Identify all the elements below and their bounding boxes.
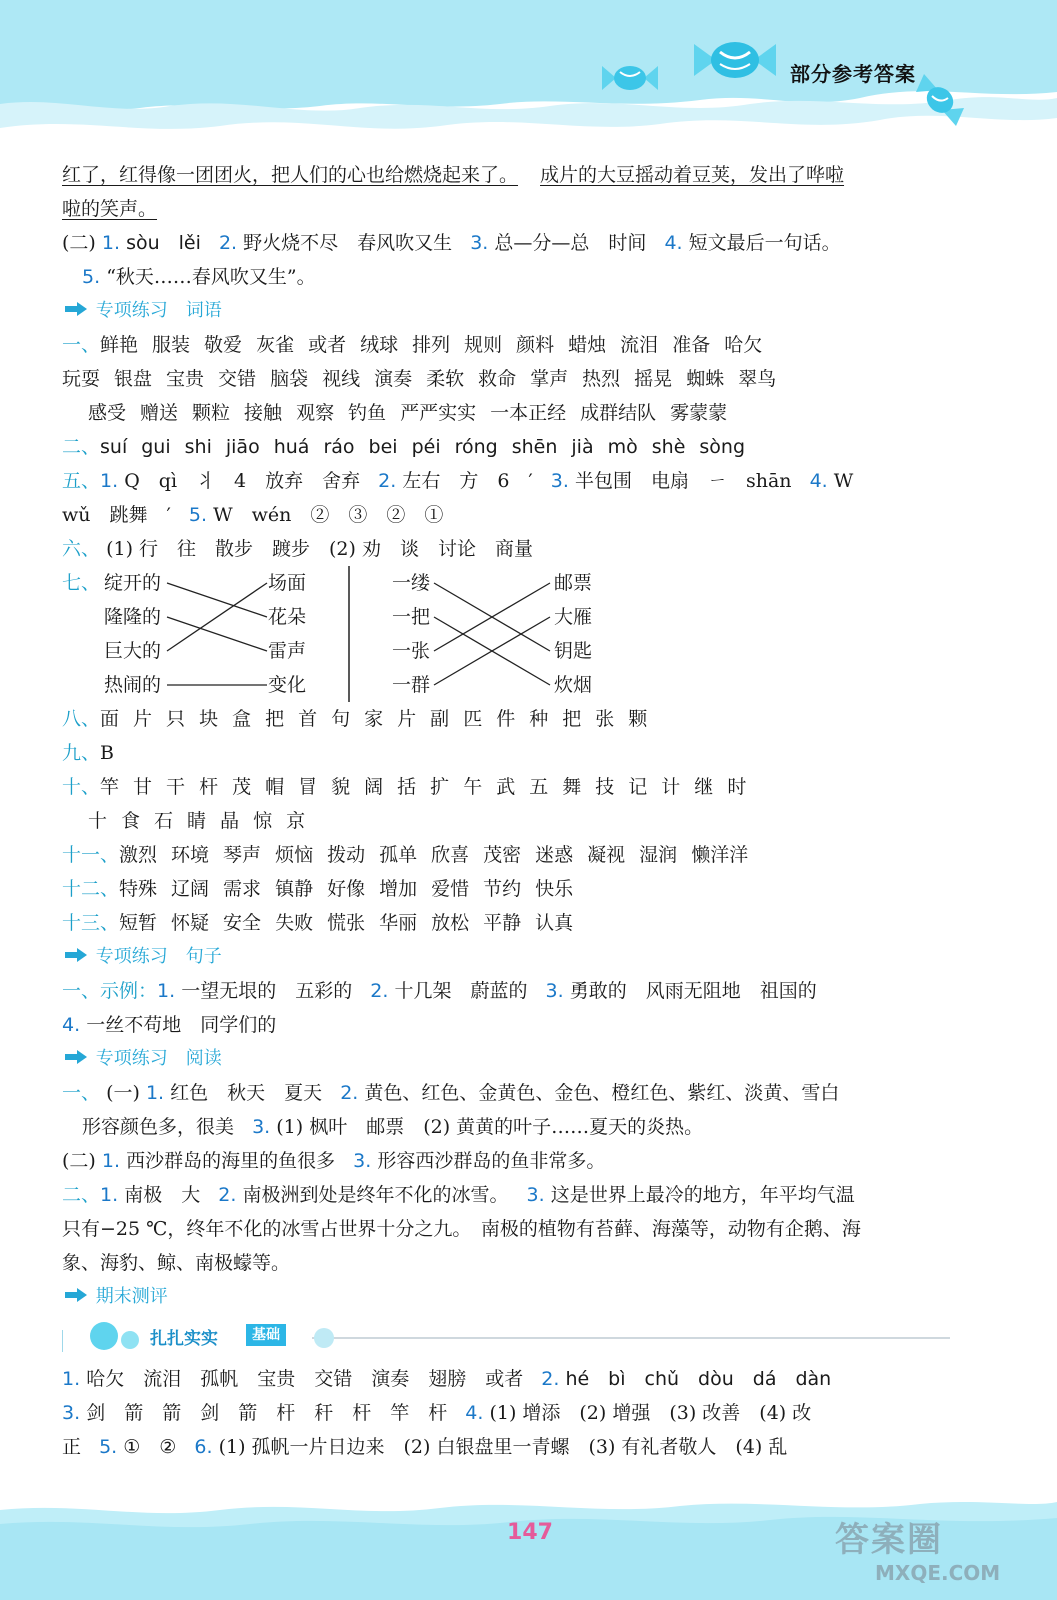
words-q7-matching (62, 566, 950, 702)
word: 翠鸟 (738, 368, 777, 390)
measure-word: 匹 (463, 708, 483, 730)
pinyin: gui (141, 436, 171, 458)
question-label: 八、 (62, 708, 101, 730)
words-q10-row1 (62, 770, 950, 804)
answer-text: 左右 方 6 ′ (402, 470, 533, 492)
pinyin: sòng (699, 436, 746, 458)
item-number: 3. (545, 980, 564, 1002)
reading-line-3 (62, 1144, 950, 1178)
word: 严严实实 (400, 402, 477, 424)
word: 接触 (244, 402, 283, 424)
word: 规则 (464, 334, 503, 356)
word: 烦恼 (275, 844, 314, 866)
words-q1-row1 (62, 328, 950, 362)
word: 湿润 (639, 844, 678, 866)
answer-text: W wén ② ③ ② ① (213, 504, 444, 526)
item-number: 3. (62, 1402, 81, 1424)
measure-word: 种 (529, 708, 549, 730)
word: 拨动 (327, 844, 366, 866)
word: 颜料 (516, 334, 555, 356)
word: 增加 (379, 878, 418, 900)
measure-word: 句 (331, 708, 351, 730)
word: 华丽 (379, 912, 418, 934)
watermark (835, 1520, 1045, 1592)
watermark-url: MXQE.COM (875, 1561, 1001, 1585)
part2-line-1 (62, 226, 950, 260)
answer-text: 一望无垠的 五彩的 (181, 980, 353, 1002)
character: 括 (397, 776, 417, 798)
banner-label: 扎扎实实 (150, 1329, 218, 1349)
page-header-title: 部分参考答案 (790, 62, 916, 86)
candy-icon (910, 70, 970, 130)
item-number: 2. (370, 980, 389, 1002)
measure-word: 只 (166, 708, 186, 730)
pinyin: péi (411, 436, 441, 458)
word: 灰雀 (256, 334, 295, 356)
reading-line-1 (62, 1076, 950, 1110)
match-measure-item: 一把 (392, 606, 431, 628)
word: 懒洋洋 (691, 844, 749, 866)
section-heading-sentences (62, 940, 950, 974)
word: 颗粒 (192, 402, 231, 424)
item-number: 1. (101, 232, 121, 254)
character: 茂 (232, 776, 252, 798)
words-q10-row2 (62, 804, 950, 838)
answer-text: 剑 箭 箭 剑 箭 杆 秆 杆 竿 杆 (86, 1402, 448, 1424)
match-noun-item: 炊烟 (554, 674, 593, 696)
word: 救命 (478, 368, 517, 390)
word: 蜡烛 (568, 334, 607, 356)
item-number: 1. (100, 470, 119, 492)
answer-text: 西沙群岛的海里的鱼很多 (126, 1150, 336, 1172)
word: 激烈 (119, 844, 158, 866)
answer-text: Q qì 丬 4 放弃 舍弃 (124, 470, 361, 492)
answer-text: 形容颜色多，很美 (82, 1116, 235, 1138)
words-q1-row2 (62, 362, 950, 396)
question-label: 十一、 (62, 844, 120, 866)
final-line-1 (62, 1362, 950, 1396)
words-q8 (62, 702, 950, 736)
character: 干 (166, 776, 186, 798)
word: 蜘蛛 (686, 368, 725, 390)
character: 甘 (133, 776, 153, 798)
pinyin: bei (368, 436, 398, 458)
section-heading-final (62, 1280, 950, 1314)
reading-line-5 (62, 1212, 950, 1246)
measure-word: 副 (430, 708, 450, 730)
word: 流泪 (620, 334, 659, 356)
answer-text: 半包围 电扇 ㄧ shān (574, 470, 792, 492)
word: 宝贵 (166, 368, 205, 390)
item-number: 1. (157, 980, 176, 1002)
measure-word: 盒 (232, 708, 252, 730)
question-label: 七、 (62, 572, 101, 594)
item-number: 2. (378, 470, 397, 492)
watermark-title: 答案圈 (835, 1520, 943, 1560)
pinyin: jià (571, 436, 594, 458)
measure-word: 片 (133, 708, 153, 730)
word: 爱惜 (431, 878, 470, 900)
item-number: 5. (188, 504, 208, 526)
character: 记 (628, 776, 648, 798)
words-q5-line1 (62, 464, 950, 498)
answer-content (62, 158, 950, 1464)
word: 需求 (223, 878, 262, 900)
answer-text: “秋天……春风吹又生”。 (106, 266, 316, 288)
word: 观察 (296, 402, 335, 424)
item-number: 1. (100, 1184, 119, 1206)
measure-word: 片 (397, 708, 417, 730)
word: 失败 (275, 912, 314, 934)
match-noun-item: 大雁 (554, 606, 593, 628)
pinyin: shi (184, 436, 212, 458)
item-number: 4. (62, 1014, 81, 1036)
character: 继 (694, 776, 714, 798)
word: 欣喜 (431, 844, 470, 866)
answer-text: 红色 秋天 夏天 (170, 1082, 323, 1104)
page-number: 147 (507, 1520, 553, 1545)
answer-text: ① ② (123, 1436, 177, 1458)
character: 计 (661, 776, 681, 798)
character: 冒 (298, 776, 318, 798)
answer-text: 黄色、红色、金黄色、金色、橙红色、紫红、淡黄、雪白 (364, 1082, 840, 1104)
word: 成群结队 (580, 402, 657, 424)
character: 五 (529, 776, 549, 798)
word: 茂密 (483, 844, 522, 866)
answer-text: 勇敢的 风雨无阻地 祖国的 (569, 980, 817, 1002)
final-banner (62, 1314, 950, 1362)
words-q11 (62, 838, 950, 872)
question-label: 五、 (62, 470, 101, 492)
character: 时 (727, 776, 747, 798)
word: 短暂 (119, 912, 158, 934)
sentences-line-1 (62, 974, 950, 1008)
measure-word: 块 (199, 708, 219, 730)
answer-text: 总—分—总 时间 (494, 232, 647, 254)
answer-text: 十几架 蔚蓝的 (394, 980, 528, 1002)
match-mid-item: 花朵 (268, 606, 307, 628)
match-measure-item: 一张 (392, 640, 431, 662)
pinyin: huá (273, 436, 310, 458)
item-number: 3. (252, 1116, 271, 1138)
question-label: 十、 (62, 776, 101, 798)
continued-text-c: 啦的笑声。 (62, 198, 158, 220)
item-number: 5. (82, 266, 101, 288)
question-label: 六、 (62, 538, 101, 560)
measure-word: 把 (562, 708, 582, 730)
section-title: 期末测评 (95, 1286, 168, 1307)
word: 慌张 (327, 912, 366, 934)
item-number: 4. (809, 470, 828, 492)
item-number: 4. (465, 1402, 484, 1424)
word: 快乐 (535, 878, 574, 900)
word: 放松 (431, 912, 470, 934)
word: 绒球 (360, 334, 399, 356)
word: 银盘 (114, 368, 153, 390)
arrow-right-icon (62, 948, 90, 962)
pinyin: shēn (511, 436, 558, 458)
banner-tag: 基础 (246, 1324, 286, 1346)
arrow-right-icon (62, 1050, 90, 1064)
measure-word: 面 (100, 708, 120, 730)
word: 掌声 (530, 368, 569, 390)
words-q13 (62, 906, 950, 940)
answer-text: W (833, 470, 854, 492)
word: 赠送 (140, 402, 179, 424)
question-label: 二、 (62, 1184, 101, 1206)
answer-text: 正 (62, 1436, 82, 1458)
word: 认真 (535, 912, 574, 934)
item-number: 1. (101, 1150, 121, 1172)
word: 热烈 (582, 368, 621, 390)
character: 惊 (253, 810, 273, 832)
final-line-2 (62, 1396, 950, 1430)
item-number: 6. (194, 1436, 213, 1458)
word: 脑袋 (270, 368, 309, 390)
character: 武 (496, 776, 516, 798)
character: 睛 (187, 810, 207, 832)
character: 午 (463, 776, 483, 798)
pinyin: róng (454, 436, 498, 458)
arrow-right-icon (62, 302, 90, 316)
match-noun-item: 钥匙 (554, 640, 593, 662)
section-heading-words (62, 294, 950, 328)
word: 琴声 (223, 844, 262, 866)
item-number: 4. (664, 232, 683, 254)
item-number: 1. (145, 1082, 165, 1104)
words-q9 (62, 736, 950, 770)
word: 敬爱 (204, 334, 243, 356)
item-number: 5. (99, 1436, 118, 1458)
answer-text: 这是世界上最冷的地方，年平均气温 (550, 1184, 855, 1206)
word: 平静 (483, 912, 522, 934)
character: 十 (88, 810, 108, 832)
answer-text: 一丝不苟地 同学们的 (86, 1014, 277, 1036)
part2-line-2 (62, 260, 950, 294)
pinyin: suí (100, 436, 128, 458)
item-number: 3. (470, 232, 489, 254)
word: 演奏 (374, 368, 413, 390)
pinyin: jiāo (225, 436, 260, 458)
answer-text: 哈欠 流泪 孤帆 宝贵 交错 演奏 翅膀 或者 (86, 1368, 524, 1390)
reading-line-4 (62, 1178, 950, 1212)
section-title: 专项练习 句子 (95, 946, 222, 967)
answer-text: 南极洲到处是终年不化的冰雪。 (242, 1184, 509, 1206)
character: 京 (286, 810, 306, 832)
pinyin: ráo (323, 436, 355, 458)
character: 竿 (100, 776, 120, 798)
answer-text: (1) 枫叶 邮票 (2) 黄黄的叶子……夏天的炎热。 (276, 1116, 704, 1138)
measure-word: 张 (595, 708, 615, 730)
part2-prefix: (二) (62, 232, 96, 254)
question-label: 十二、 (62, 878, 120, 900)
match-left-item: 热闹的 (104, 674, 162, 696)
pinyin: mò (607, 436, 638, 458)
word: 特殊 (119, 878, 158, 900)
final-line-3 (62, 1430, 950, 1464)
answer-text: hé bì chǔ dòu dá dàn (565, 1368, 832, 1390)
word: 玩耍 (62, 368, 101, 390)
item-number: 3. (550, 470, 569, 492)
continued-text-a: 红了，红得像一团团火，把人们的心也给燃烧起来了。 (62, 164, 519, 186)
word: 辽阔 (171, 878, 210, 900)
character: 技 (595, 776, 615, 798)
word: 哈欠 (724, 334, 763, 356)
match-left-item: 巨大的 (104, 640, 162, 662)
sub-label: (二) (62, 1150, 96, 1172)
words-q2-pinyin (62, 430, 950, 464)
word: 凝视 (587, 844, 626, 866)
arrow-right-icon (62, 1288, 90, 1302)
match-noun-item: 邮票 (554, 572, 593, 594)
pinyin: shè (651, 436, 686, 458)
item-number: 2. (340, 1082, 359, 1104)
word: 安全 (223, 912, 262, 934)
word: 视线 (322, 368, 361, 390)
answer-text: sòu lěi (126, 232, 201, 254)
question-label: 一、示例： (62, 980, 158, 1002)
item-number: 2. (218, 1184, 237, 1206)
question-label: 一、 (62, 1082, 101, 1104)
measure-word: 家 (364, 708, 384, 730)
word: 柔软 (426, 368, 465, 390)
words-q5-line2 (62, 498, 950, 532)
word: 孤单 (379, 844, 418, 866)
word: 一本正经 (490, 402, 567, 424)
words-q1-row3 (62, 396, 950, 430)
word: 排列 (412, 334, 451, 356)
character: 帽 (265, 776, 285, 798)
question-label: 二、 (62, 436, 101, 458)
reading-line-6 (62, 1246, 950, 1280)
word: 服装 (152, 334, 191, 356)
character: 舞 (562, 776, 582, 798)
character: 扩 (430, 776, 450, 798)
character: 石 (154, 810, 174, 832)
answer-text: (1) 增添 (2) 增强 (3) 改善 (4) 改 (489, 1402, 812, 1424)
item-number: 2. (218, 232, 238, 254)
question-label: 一、 (62, 334, 101, 356)
answer-text: (1) 行 往 散步 踱步 (2) 劝 谈 讨论 商量 (106, 538, 533, 560)
character: 晶 (220, 810, 240, 832)
character: 貌 (331, 776, 351, 798)
sentences-line-2 (62, 1008, 950, 1042)
words-q12 (62, 872, 950, 906)
character: 食 (121, 810, 141, 832)
item-number: 3. (353, 1150, 372, 1172)
word: 好像 (327, 878, 366, 900)
continued-line-2 (62, 192, 950, 226)
match-measure-item: 一缕 (392, 572, 431, 594)
item-number: 2. (541, 1368, 560, 1390)
reading-line-2 (62, 1110, 950, 1144)
answer-text: wǔ 跳舞 ′ (62, 504, 171, 526)
word: 迷惑 (535, 844, 574, 866)
match-mid-item: 变化 (268, 674, 307, 696)
word: 环境 (171, 844, 210, 866)
answer-text: 只有−25 ℃，终年不化的冰雪占世界十分之九。 南极的植物有苔藓、海藻等，动物有企鹅、海 (62, 1218, 861, 1240)
words-q6 (62, 532, 950, 566)
word: 准备 (672, 334, 711, 356)
continued-line-1 (62, 158, 950, 192)
answer-text: 南极 大 (124, 1184, 201, 1206)
continued-text-b: 成片的大豆摇动着豆荚，发出了哗啦 (540, 164, 845, 186)
word: 怀疑 (171, 912, 210, 934)
measure-word: 首 (298, 708, 318, 730)
item-number: 1. (62, 1368, 81, 1390)
answer-text: 形容西沙群岛的鱼非常多。 (377, 1150, 606, 1172)
answer-text: 象、海豹、鲸、南极蠓等。 (62, 1252, 291, 1274)
question-label: 九、 (62, 742, 101, 764)
section-title: 专项练习 阅读 (95, 1048, 222, 1069)
measure-word: 把 (265, 708, 285, 730)
candy-icon (690, 30, 780, 90)
answer-text: B (100, 742, 114, 764)
word: 或者 (308, 334, 347, 356)
match-mid-item: 场面 (268, 572, 307, 594)
section-title: 专项练习 词语 (95, 300, 222, 321)
word: 雾蒙蒙 (670, 402, 728, 424)
word: 钓鱼 (348, 402, 387, 424)
word: 鲜艳 (100, 334, 139, 356)
word: 摇晃 (634, 368, 673, 390)
measure-word: 颗 (628, 708, 648, 730)
word: 节约 (483, 878, 522, 900)
match-mid-item: 雷声 (268, 640, 307, 662)
match-left-item: 绽开的 (104, 572, 162, 594)
question-label: 十三、 (62, 912, 120, 934)
character: 阔 (364, 776, 384, 798)
word: 感受 (88, 402, 127, 424)
character: 杆 (199, 776, 219, 798)
candy-icon (600, 58, 660, 98)
measure-word: 件 (496, 708, 516, 730)
word: 镇静 (275, 878, 314, 900)
answer-text: (1) 孤帆一片日边来 (2) 白银盘里一青螺 (3) 有礼者敬人 (4) 乱 (218, 1436, 788, 1458)
answer-text: 短文最后一句话。 (688, 232, 841, 254)
match-left-item: 隆隆的 (104, 606, 162, 628)
section-heading-reading (62, 1042, 950, 1076)
answer-text: 野火烧不尽 春风吹又生 (243, 232, 453, 254)
item-number: 3. (526, 1184, 545, 1206)
match-measure-item: 一群 (392, 674, 431, 696)
sub-label: (一) (106, 1082, 140, 1104)
word: 交错 (218, 368, 257, 390)
